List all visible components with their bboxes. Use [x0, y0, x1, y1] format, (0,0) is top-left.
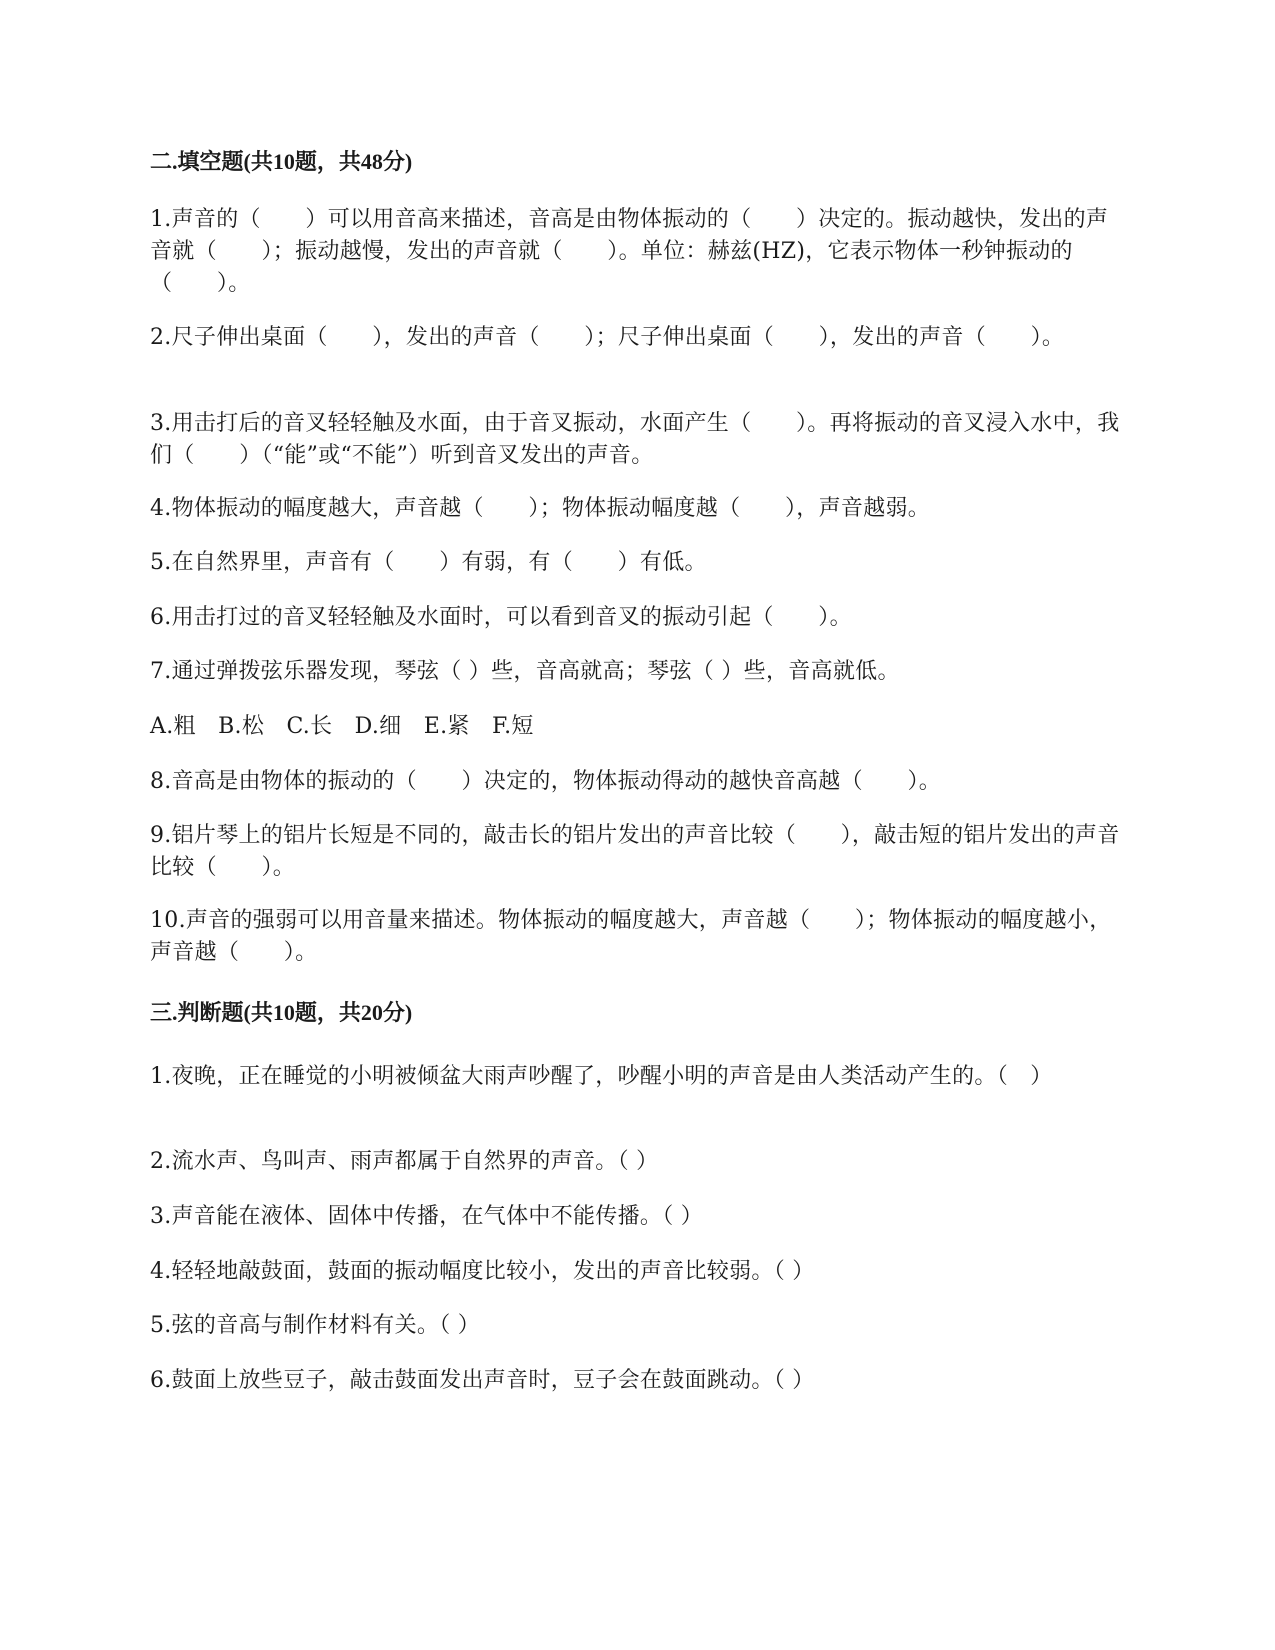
judge-question-6: 6.鼓面上放些豆子，敲击鼓面发出声音时，豆子会在鼓面跳动。（ ） — [150, 1368, 815, 1393]
fill-question-5: 5.在自然界里，声音有（ ）有弱，有（ ）有低。 — [150, 550, 707, 575]
fill-question-9: 9.铝片琴上的铝片长短是不同的，敲击长的铝片发出的声音比较（ ），敲击短的铝片发出的声音比较（ ）。 — [150, 823, 1120, 880]
fill-question-7-options: A.粗 B.松 C.长 D.细 E.紧 F.短 — [150, 714, 534, 739]
fill-question-10: 10.声音的强弱可以用音量来描述。物体振动的幅度越大，声音越（ ）；物体振动的幅度越小，声音越（ ）。 — [150, 908, 1112, 965]
judge-question-2: 2.流水声、鸟叫声、雨声都属于自然界的声音。（ ） — [150, 1149, 659, 1174]
fill-question-7: 7.通过弹拨弦乐器发现，琴弦（ ）些，音高就高；琴弦（ ）些，音高就低。 — [150, 659, 900, 684]
fill-question-6: 6.用击打过的音叉轻轻触及水面时，可以看到音叉的振动引起（ ）。 — [150, 605, 852, 630]
judge-question-3: 3.声音能在液体、固体中传播，在气体中不能传播。（ ） — [150, 1204, 704, 1229]
section-2-heading: 二.填空题(共10题，共48分) — [150, 149, 413, 174]
fill-question-8: 8.音高是由物体的振动的（ ）决定的，物体振动得动的越快音高越（ ）。 — [150, 769, 942, 794]
fill-question-4: 4.物体振动的幅度越大，声音越（ ）；物体振动幅度越（ ），声音越弱。 — [150, 496, 931, 521]
section-3-heading: 三.判断题(共10题，共20分) — [150, 1000, 413, 1025]
judge-question-1: 1.夜晚，正在睡觉的小明被倾盆大雨声吵醒了，吵醒小明的声音是由人类活动产生的。（ ） — [150, 1064, 1053, 1089]
judge-question-4: 4.轻轻地敲鼓面，鼓面的振动幅度比较小，发出的声音比较弱。（ ） — [150, 1259, 815, 1284]
fill-question-3: 3.用击打后的音叉轻轻触及水面，由于音叉振动，水面产生（ ）。再将振动的音叉浸入水中，我们（ ）（“能”或“不能”）听到音叉发出的声音。 — [150, 411, 1120, 468]
fill-question-2: 2.尺子伸出桌面（ ），发出的声音（ ）；尺子伸出桌面（ ），发出的声音（ ）。 — [150, 325, 1065, 350]
judge-question-5: 5.弦的音高与制作材料有关。（ ） — [150, 1313, 481, 1338]
fill-question-1: 1.声音的（ ）可以用音高来描述，音高是由物体振动的（ ）决定的。振动越快，发出的声音就（ ）；振动越慢，发出的声音就（ ）。单位：赫兹(HZ)，它表示物体一秒钟振动的（ ）。 — [150, 207, 1109, 296]
